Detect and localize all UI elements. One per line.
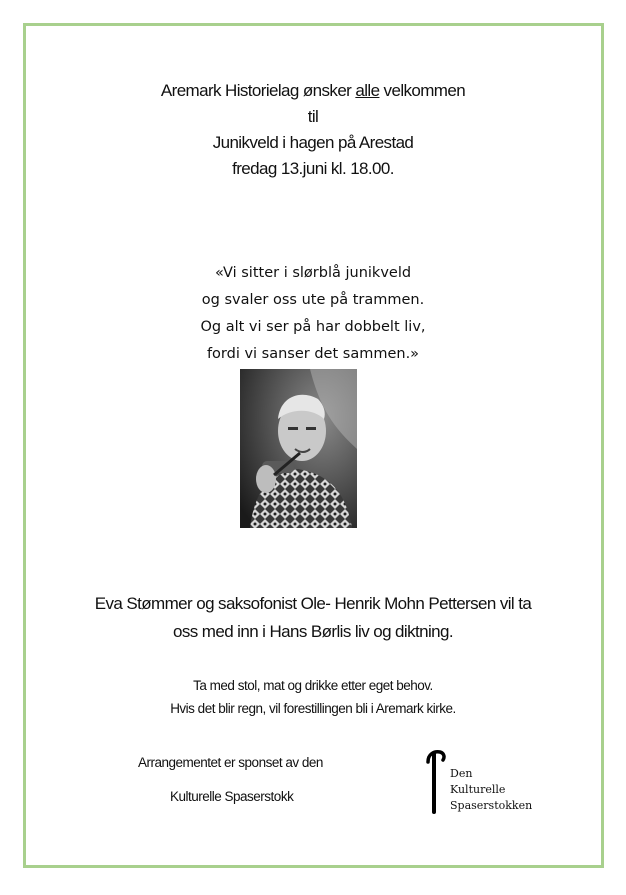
poem-line: Og alt vi ser på har dobbelt liv, [200,319,426,335]
portrait-photo [240,369,357,528]
spaserstokken-logo [424,748,564,818]
performers-line: oss med inn i Hans Børlis liv og diktning. [173,622,453,641]
header-line-1 [0,78,626,104]
header-line-3: Junikveld i hagen på Arestad [212,133,414,152]
performers-text [0,590,626,646]
logo-text [450,766,532,814]
performers-line: Eva Stømmer og saksofonist Ole- Henrik Mohn Pettersen vil ta [94,594,532,613]
event-date: fredag 13.juni kl. 18.00. [232,159,394,178]
poem-quote [0,260,626,368]
sponsor-line-1: Arrangementet er sponset av den [138,755,323,770]
header-underlined-word: alle [355,81,380,100]
header-line-1-start: Aremark Historielag ønsker [160,81,356,100]
poem-line: «Vi sitter i slørblå junikveld [214,265,412,281]
header-line-2: til [307,107,319,126]
logo-line: Spaserstokken [450,799,533,812]
walking-cane-icon [424,748,448,814]
poem-line: fordi vi sanser det sammen.» [206,346,420,362]
logo-line: Den [450,767,473,780]
header-line-1-end: velkommen [379,81,466,100]
logo-line: Kulturelle [450,783,506,796]
notes-line: Ta med stol, mat og drikke etter eget behov. [193,678,433,693]
practical-notes [0,674,626,720]
notes-line: Hvis det blir regn, vil forestillingen bli i Aremark kirke. [170,701,456,716]
event-header [0,78,626,182]
sponsor-line-2: Kulturelle Spaserstokk [170,789,294,804]
poem-line: og svaler oss ute på trammen. [201,292,425,308]
